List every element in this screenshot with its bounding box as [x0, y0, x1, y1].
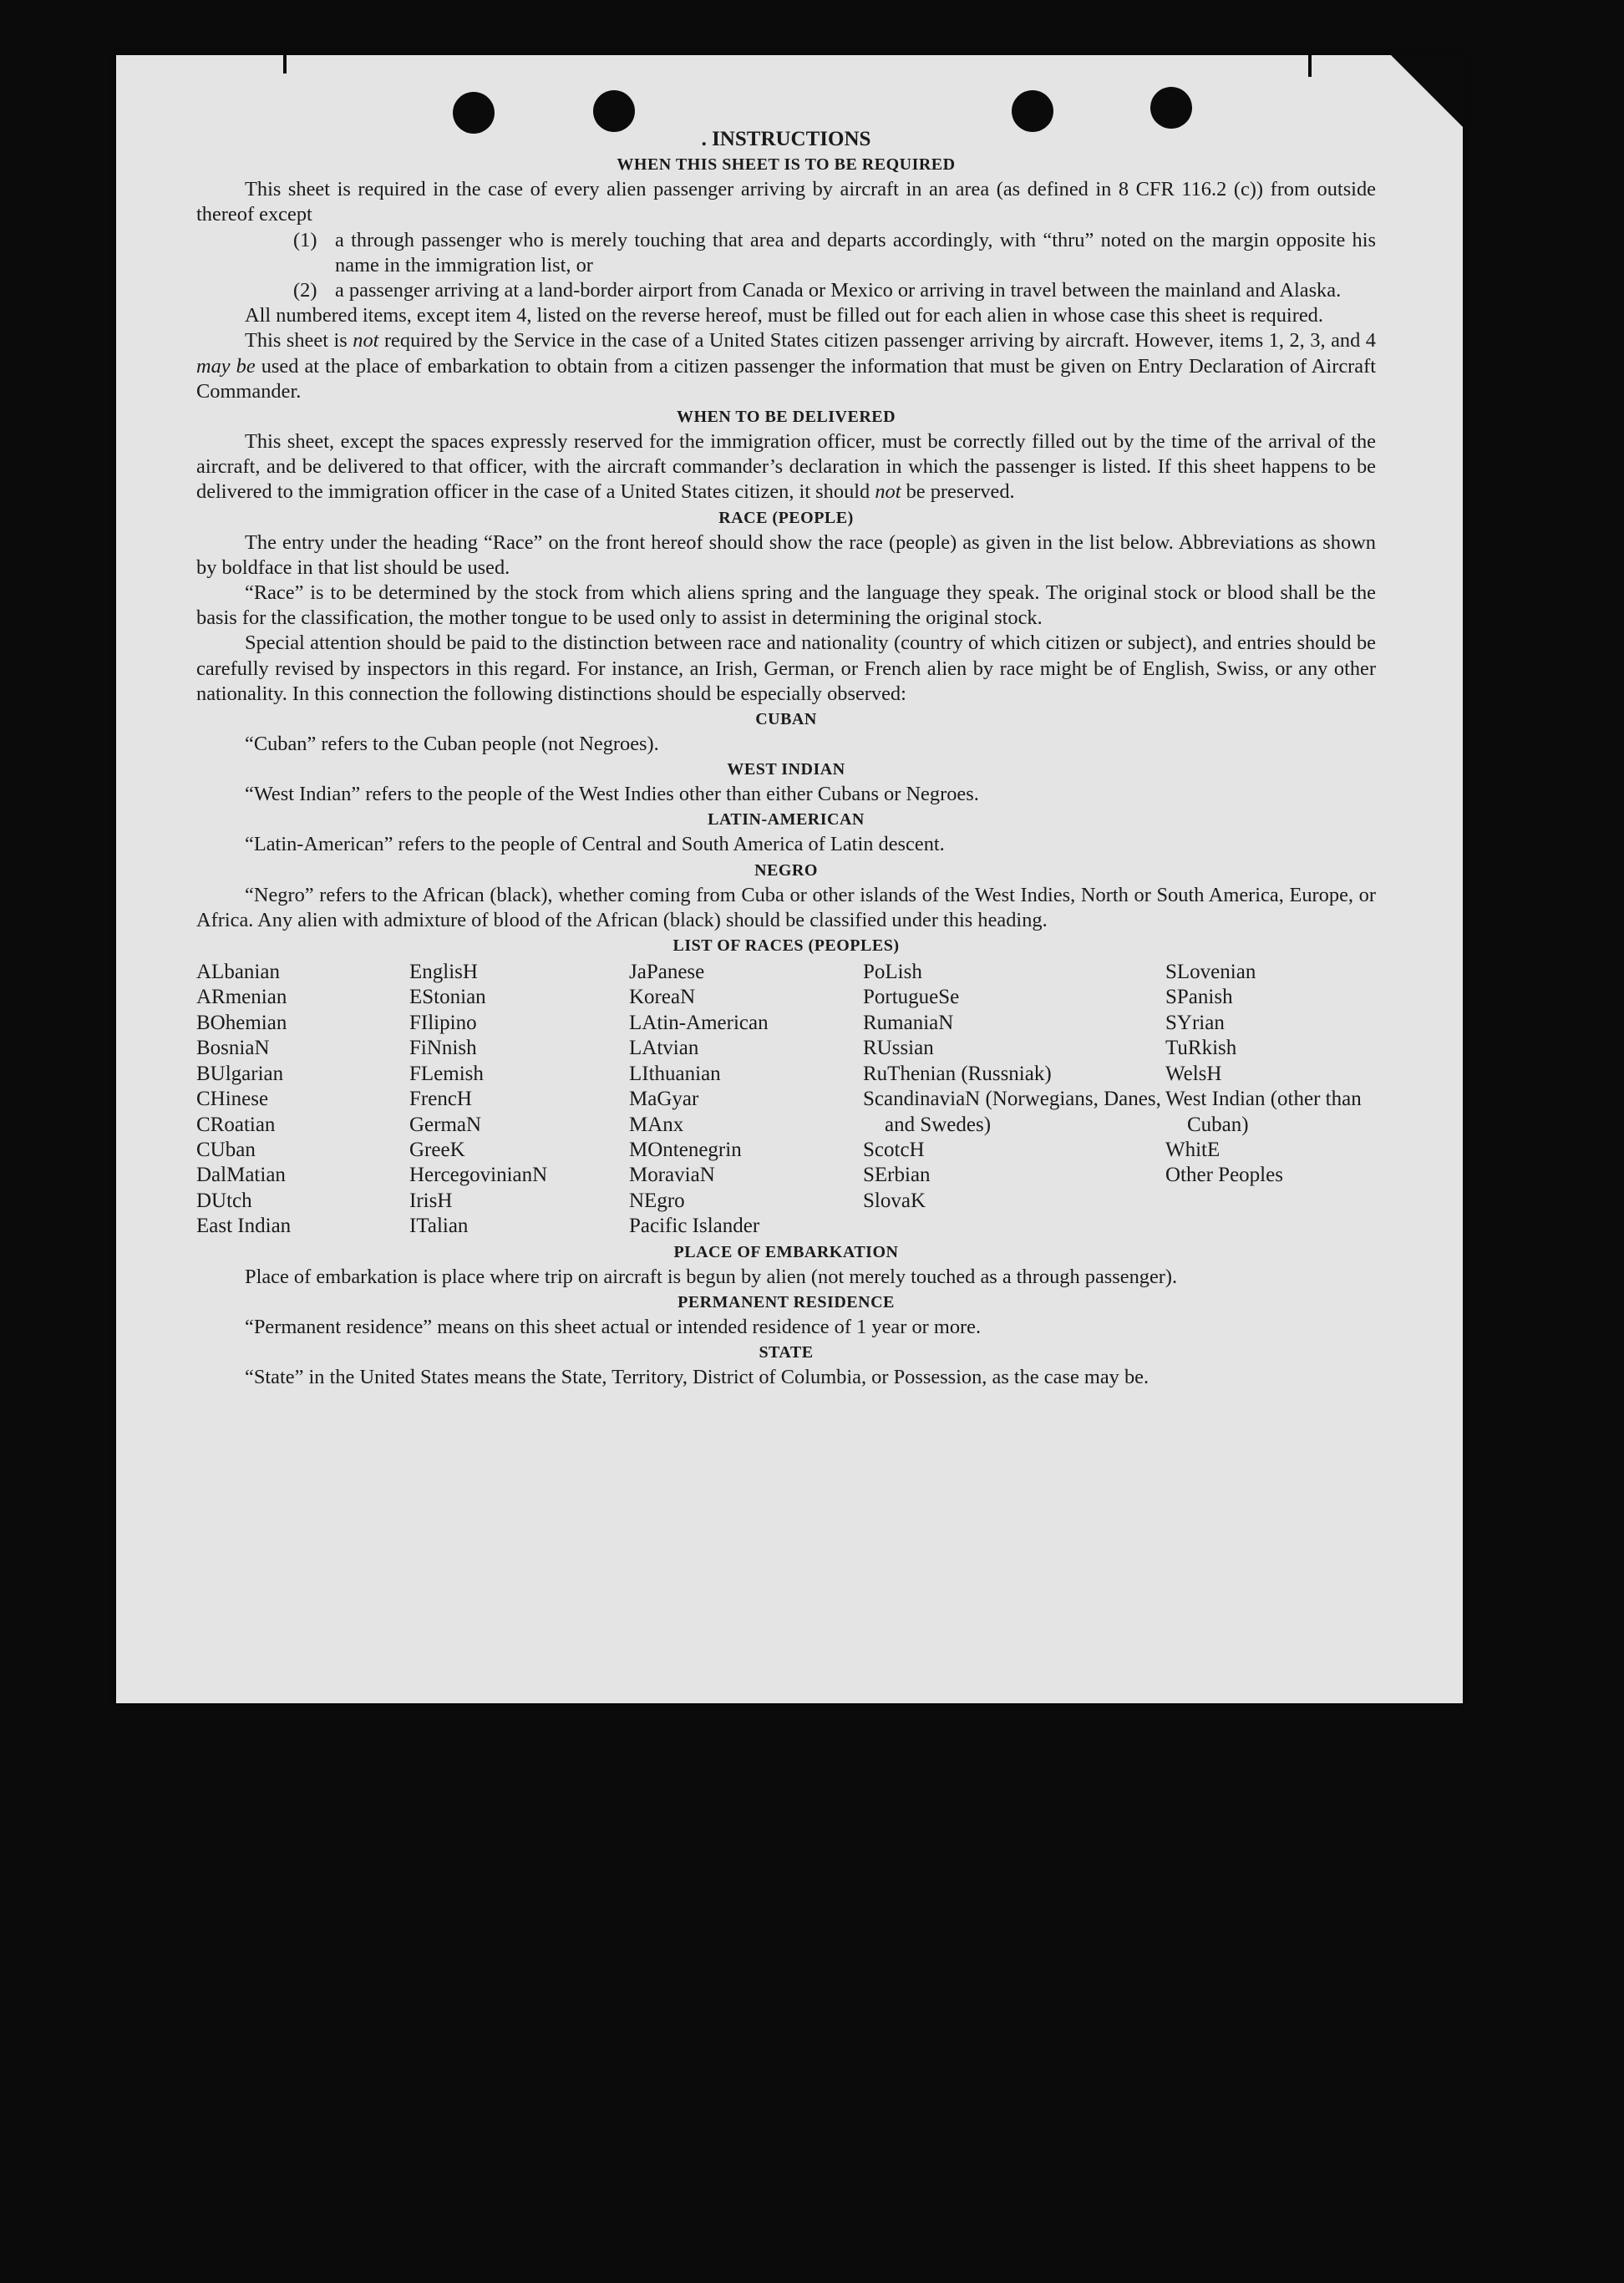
race-entry: NEgro	[629, 1189, 685, 1212]
race-entry: MoraviaN	[629, 1164, 715, 1187]
list-item-number: (2)	[293, 279, 317, 302]
race-entry: GermaN	[409, 1113, 482, 1136]
race-column	[863, 960, 1165, 1239]
citizen-paragraph: This sheet is not required by the Service in the case of a United States citizen passenger arriving by aircraft. However, items 1, 2, 3, and 4 may be used at the place of embarkation to obtain from a citizen passenger the information that must be given on Entry Declaration of Aircraft Commander.	[196, 329, 1376, 403]
race-paragraph: The entry under the heading “Race” on the front hereof should show the race (people) as given in the list below. Abbreviations as shown by boldface in that list should be used.	[196, 530, 1376, 579]
race-entry: ScandinaviaN (Norwegians, Danes, and Swedes)	[863, 1088, 1161, 1136]
race-entry: IrisH	[409, 1189, 453, 1212]
race-entry: West Indian (other than Cuban)	[1165, 1088, 1362, 1136]
race-column	[629, 960, 863, 1239]
race-entry: CHinese	[196, 1088, 269, 1111]
race-entry: LIthuanian	[629, 1062, 721, 1085]
race-entry: CRoatian	[196, 1113, 276, 1136]
race-entry: WhitE	[1165, 1138, 1221, 1161]
section-heading-race: RACE (PEOPLE)	[718, 508, 854, 527]
race-entry: FiNnish	[409, 1037, 477, 1060]
list-item-number: (1)	[293, 228, 317, 251]
list-of-races	[196, 960, 1376, 1239]
race-entry: BOhemian	[196, 1011, 287, 1034]
race-entry: WelsH	[1165, 1062, 1222, 1085]
race-entry: MOntenegrin	[629, 1138, 742, 1161]
section-heading-cuban: CUBAN	[755, 710, 817, 729]
race-entry: LAtin-American	[629, 1011, 769, 1034]
when-required-intro: This sheet is required in the case of every alien passenger arriving by aircraft in an area (as defined in 8 CFR 116.2 (c)) from outside thereof except	[196, 178, 1376, 226]
race-entry: BosniaN	[196, 1037, 270, 1060]
latin-american-text: “Latin-American” refers to the people of Central and South America of Latin descent.	[245, 833, 945, 856]
race-entry: JaPanese	[629, 961, 705, 984]
race-entry: ALbanian	[196, 961, 280, 984]
race-entry: FIlipino	[409, 1011, 477, 1034]
section-heading-negro: NEGRO	[754, 860, 818, 880]
section-heading-when-delivered: WHEN TO BE DELIVERED	[676, 408, 896, 427]
race-entry: RUssian	[863, 1037, 934, 1060]
document-sheet	[116, 55, 1463, 1703]
race-column	[1165, 960, 1376, 1239]
race-entry: PortugueSe	[863, 986, 960, 1009]
race-entry: East Indian	[196, 1215, 292, 1238]
section-heading-embarkation: PLACE OF EMBARKATION	[673, 1242, 899, 1261]
race-entry: MaGyar	[629, 1088, 699, 1111]
race-paragraph: “Race” is to be determined by the stock from which aliens spring and the language they speak. The original stock or blood shall be the basis for the classification, the mother tongue to be used only to assist in determining the original stock.	[196, 581, 1376, 630]
negro-text: “Negro” refers to the African (black), whether coming from Cuba or other islands of the West Indies, North or South America, Europe, or Africa. Any alien with admixture of blood of the African (black) should be classified under this heading.	[196, 883, 1376, 931]
scan-mark	[1308, 55, 1312, 77]
section-heading-latin-american: LATIN-AMERICAN	[708, 810, 865, 829]
race-entry: SErbian	[863, 1164, 931, 1187]
punch-hole	[1012, 90, 1053, 132]
race-entry: FLemish	[409, 1062, 484, 1085]
punch-hole	[1150, 87, 1192, 129]
race-entry: KoreaN	[629, 986, 696, 1009]
race-entry: RuThenian (Russniak)	[863, 1062, 1052, 1085]
list-item-text: a through passenger who is merely touching that area and departs accordingly, with “thru” noted on the margin opposite his name in the immigration list, or	[335, 228, 1376, 276]
embarkation-text: Place of embarkation is place where trip on aircraft is begun by alien (not merely touched as a through passenger).	[245, 1265, 1178, 1288]
folded-corner	[1389, 53, 1464, 129]
race-entry: FrencH	[409, 1088, 472, 1111]
section-heading-residence: PERMANENT RESIDENCE	[678, 1292, 895, 1311]
section-heading-when-required: WHEN THIS SHEET IS TO BE REQUIRED	[617, 155, 956, 175]
scan-mark	[283, 55, 287, 74]
race-entry: SlovaK	[863, 1189, 926, 1212]
race-entry: SYrian	[1165, 1011, 1225, 1034]
cuban-text: “Cuban” refers to the Cuban people (not Negroes).	[245, 733, 659, 756]
race-entry: SLovenian	[1165, 961, 1256, 984]
race-entry: CUban	[196, 1138, 256, 1161]
page-title: . INSTRUCTIONS	[701, 128, 871, 150]
list-item	[196, 278, 1376, 303]
race-entry: TuRkish	[1165, 1037, 1237, 1060]
race-entry: PoLish	[863, 961, 922, 984]
list-item-text: a passenger arriving at a land-border airport from Canada or Mexico or arriving in travel between the mainland and Alaska.	[335, 279, 1342, 302]
section-heading-state: STATE	[759, 1342, 814, 1362]
race-entry: ITalian	[409, 1215, 469, 1238]
section-heading-list-of-races: LIST OF RACES (PEOPLES)	[672, 936, 900, 956]
race-entry: BUlgarian	[196, 1062, 284, 1085]
race-entry: EnglisH	[409, 961, 478, 984]
race-column	[196, 960, 409, 1239]
section-heading-west-indian: WEST INDIAN	[727, 760, 845, 779]
numbered-items-paragraph: All numbered items, except item 4, listed on the reverse hereof, must be filled out for each alien in whose case this sheet is required.	[245, 304, 1323, 327]
race-entry: MAnx	[629, 1113, 684, 1136]
race-entry: Other Peoples	[1165, 1164, 1283, 1187]
state-text: “State” in the United States means the State, Territory, District of Columbia, or Possession, as the case may be.	[245, 1365, 1149, 1388]
race-entry: HercegovinianN	[409, 1164, 548, 1187]
race-column	[409, 960, 629, 1239]
residence-text: “Permanent residence” means on this sheet actual or intended residence of 1 year or more.	[245, 1315, 982, 1338]
race-entry: DalMatian	[196, 1164, 286, 1187]
instructions-body	[196, 127, 1376, 1390]
race-paragraph: Special attention should be paid to the distinction between race and nationality (country of which citizen or subject), and entries should be carefully revised by inspectors in this regard. For instance, an Irish, German, or French alien by race might be of English, Swiss, or any other nationality. In this connection the following distinctions should be especially observed:	[196, 632, 1376, 705]
exception-list	[196, 228, 1376, 304]
list-item	[196, 228, 1376, 278]
race-entry: RumaniaN	[863, 1011, 954, 1034]
punch-hole	[593, 90, 635, 132]
race-entry: Pacific Islander	[629, 1215, 760, 1238]
race-entry: SPanish	[1165, 986, 1233, 1009]
race-entry: ARmenian	[196, 986, 287, 1009]
race-entry: GreeK	[409, 1138, 465, 1161]
when-delivered-text: This sheet, except the spaces expressly reserved for the immigration officer, must be correctly filled out by the time of the arrival of the aircraft, and be delivered to that officer, with the aircraft commander’s declaration in which the passenger is listed. If this sheet happens to be delivered to the immigration officer in the case of a United States citizen, it should not be preserved.	[196, 430, 1376, 504]
race-entry: ScotcH	[863, 1138, 925, 1161]
race-entry: LAtvian	[629, 1037, 699, 1060]
race-entry: EStonian	[409, 986, 486, 1009]
west-indian-text: “West Indian” refers to the people of the West Indies other than either Cubans or Negroes.	[245, 783, 979, 806]
race-entry: DUtch	[196, 1189, 252, 1212]
